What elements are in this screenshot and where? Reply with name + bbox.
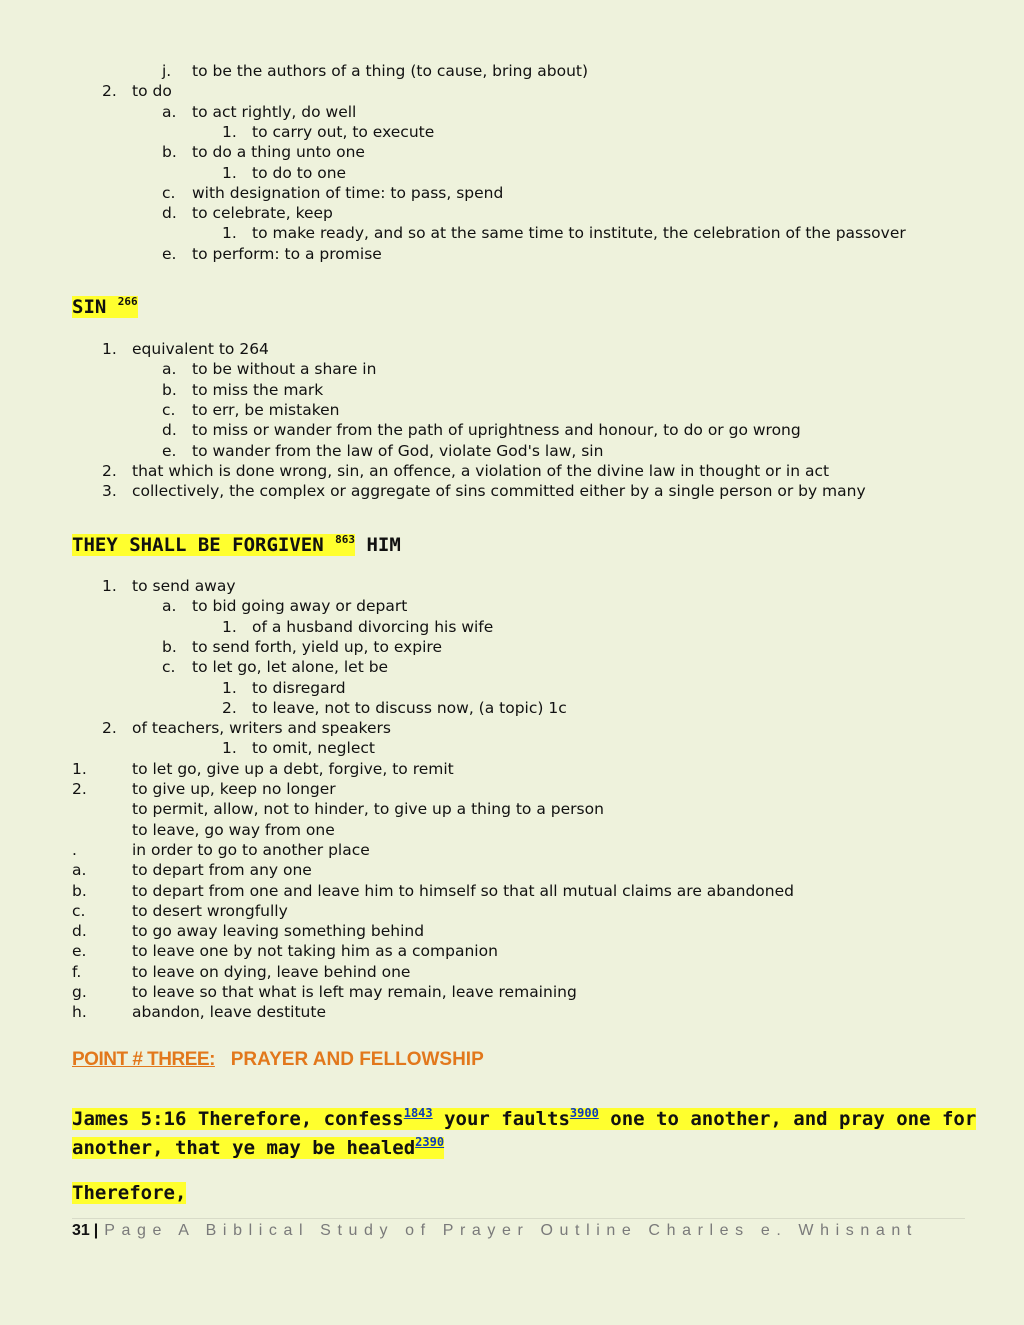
list-marker: c. xyxy=(162,400,176,419)
list-marker: 1. xyxy=(222,224,237,243)
list-marker: d. xyxy=(162,204,177,223)
list-item xyxy=(102,576,236,596)
list-item xyxy=(162,657,388,677)
forgiven-heading xyxy=(72,526,401,559)
list-item xyxy=(102,481,866,501)
list-item xyxy=(72,881,794,901)
verse-text: another, that ye may be healed xyxy=(72,1137,416,1159)
list-item xyxy=(162,244,382,264)
point-title: PRAYER AND FELLOWSHIP xyxy=(230,1049,484,1070)
list-marker: e. xyxy=(162,244,177,263)
list-item xyxy=(222,617,493,637)
list-item xyxy=(102,81,172,101)
list-item xyxy=(162,359,376,379)
list-marker: 2. xyxy=(102,719,117,738)
list-text: to give up, keep no longer xyxy=(132,780,336,798)
list-text: to be the authors of a thing (to cause, bring about) xyxy=(192,62,589,80)
list-marker: 1. xyxy=(222,617,237,636)
list-marker: b. xyxy=(162,380,177,399)
footer-divider xyxy=(72,1218,965,1219)
therefore-text: Therefore, xyxy=(72,1182,187,1204)
list-item xyxy=(72,860,312,880)
list-item xyxy=(102,339,269,359)
list-marker: 1. xyxy=(102,340,117,358)
list-marker: 2. xyxy=(222,698,237,717)
list-marker: 2. xyxy=(102,461,117,480)
list-marker: c. xyxy=(72,901,86,920)
list-marker: 1. xyxy=(222,739,237,758)
list-text: to let go, let alone, let be xyxy=(192,658,389,677)
list-item xyxy=(162,142,365,162)
list-item xyxy=(222,678,346,698)
list-marker: . xyxy=(72,840,77,859)
list-marker: d. xyxy=(162,421,177,440)
list-marker: j. xyxy=(162,62,172,80)
list-text: to permit, allow, not to hinder, to give up a thing to a person xyxy=(132,800,604,819)
list-item xyxy=(162,380,323,400)
list-text: equivalent to 264 xyxy=(132,340,269,358)
list-text: to go away leaving something behind xyxy=(132,922,425,941)
strongs-link[interactable]: 3900 xyxy=(569,1106,599,1120)
list-text: that which is done wrong, sin, an offence, a violation of the divine law in thought or in act xyxy=(132,461,830,480)
list-item xyxy=(72,840,370,860)
list-text: to make ready, and so at the same time to institute, the celebration of the passover xyxy=(252,224,906,243)
list-marker: 1. xyxy=(222,122,237,141)
list-item xyxy=(72,820,335,840)
footer-separator: | xyxy=(93,1222,99,1239)
list-marker: d. xyxy=(72,922,87,941)
list-item xyxy=(72,962,410,982)
point-label: POINT # THREE: xyxy=(72,1049,215,1070)
list-item xyxy=(72,779,336,799)
list-marker: c. xyxy=(162,658,176,677)
page-footer xyxy=(72,1222,918,1240)
list-text: of a husband divorcing his wife xyxy=(252,617,494,636)
list-item xyxy=(162,441,603,461)
list-marker: b. xyxy=(162,143,177,162)
list-text: to celebrate, keep xyxy=(192,204,333,223)
list-marker: a. xyxy=(72,861,87,880)
list-item xyxy=(72,799,604,819)
forgiven-title: THEY SHALL BE FORGIVEN xyxy=(72,534,324,556)
list-text: to depart from any one xyxy=(132,861,312,880)
list-marker: h. xyxy=(72,1003,87,1022)
therefore-heading xyxy=(72,1178,186,1208)
list-item xyxy=(162,183,503,203)
list-item xyxy=(162,61,588,81)
list-marker: c. xyxy=(162,183,176,202)
list-marker: 1. xyxy=(222,163,237,182)
list-text: to be without a share in xyxy=(192,360,377,379)
list-text: to miss the mark xyxy=(192,380,324,399)
list-text: to do a thing unto one xyxy=(192,143,365,162)
list-text: to leave one by not taking him as a companion xyxy=(132,942,498,961)
list-marker: 1. xyxy=(72,759,87,778)
list-marker: 3. xyxy=(102,482,117,501)
sin-heading xyxy=(72,288,138,321)
list-item xyxy=(222,223,906,243)
list-marker: f. xyxy=(72,962,82,981)
sin-title: SIN xyxy=(72,296,107,318)
list-item xyxy=(72,941,498,961)
verse-text: one to another, and pray one for xyxy=(598,1108,977,1130)
list-text: to let go, give up a debt, forgive, to remit xyxy=(132,759,454,778)
list-text: to disregard xyxy=(252,678,346,697)
list-text: to do xyxy=(132,82,172,101)
list-item xyxy=(72,759,454,779)
list-item xyxy=(222,122,434,142)
list-item xyxy=(72,982,577,1002)
list-text: to bid going away or depart xyxy=(192,597,408,616)
list-item xyxy=(222,738,375,758)
list-item xyxy=(162,637,442,657)
verse-text: your faults xyxy=(432,1108,570,1130)
list-marker: 1. xyxy=(102,577,117,595)
list-marker: b. xyxy=(72,881,87,900)
list-marker: a. xyxy=(162,102,177,121)
page-number: 31 xyxy=(72,1222,90,1239)
list-text: in order to go to another place xyxy=(132,840,370,859)
list-text: to leave so that what is left may remain, leave remaining xyxy=(132,983,577,1001)
list-marker: 2. xyxy=(72,780,87,798)
list-text: to leave, not to discuss now, (a topic) 1c xyxy=(252,698,567,717)
list-text: to carry out, to execute xyxy=(252,122,435,141)
verse-text: James 5:16 Therefore, confess xyxy=(72,1108,404,1130)
list-marker: a. xyxy=(162,597,177,616)
list-item xyxy=(162,420,801,440)
list-item xyxy=(162,102,356,122)
point-heading xyxy=(72,1049,484,1071)
verse-line-2 xyxy=(72,1127,444,1163)
list-text: to desert wrongfully xyxy=(132,901,288,920)
strongs-link[interactable]: 1843 xyxy=(403,1106,433,1120)
list-item xyxy=(72,901,288,921)
sin-strongs-number: 266 xyxy=(117,295,138,308)
list-text: to leave on dying, leave behind one xyxy=(132,962,411,981)
list-marker: b. xyxy=(162,637,177,656)
list-text: to depart from one and leave him to himself so that all mutual claims are abandoned xyxy=(132,881,794,900)
list-text: with designation of time: to pass, spend xyxy=(192,183,504,202)
list-item xyxy=(102,718,391,738)
list-item xyxy=(102,461,829,481)
list-text: to leave, go way from one xyxy=(132,820,335,839)
footer-text: Page A Biblical Study of Prayer Outline Charles e. Whisnant xyxy=(104,1222,918,1239)
list-text: to miss or wander from the path of uprightness and honour, to do or go wrong xyxy=(192,421,801,440)
list-item xyxy=(162,596,407,616)
list-text: to omit, neglect xyxy=(252,739,375,758)
list-text: collectively, the complex or aggregate of sins committed either by a single person or by many xyxy=(132,482,866,501)
list-text: to wander from the law of God, violate God's law, sin xyxy=(192,441,604,460)
list-text: to act rightly, do well xyxy=(192,102,357,121)
list-marker: 2. xyxy=(102,82,117,101)
list-text: to perform: to a promise xyxy=(192,244,382,263)
list-text: abandon, leave destitute xyxy=(132,1003,326,1022)
forgiven-strongs-number: 863 xyxy=(335,533,355,546)
list-text: to send forth, yield up, to expire xyxy=(192,637,442,656)
list-marker: 1. xyxy=(222,678,237,697)
forgiven-suffix: HIM xyxy=(366,534,401,556)
list-marker: g. xyxy=(72,983,87,1001)
list-marker: e. xyxy=(72,942,87,961)
strongs-link[interactable]: 2390 xyxy=(415,1135,445,1149)
list-marker: a. xyxy=(162,360,177,379)
list-marker: e. xyxy=(162,441,177,460)
list-text: to do to one xyxy=(252,163,347,182)
list-item xyxy=(72,921,424,941)
list-text: of teachers, writers and speakers xyxy=(132,719,391,738)
list-item xyxy=(222,698,567,718)
list-text: to err, be mistaken xyxy=(192,400,340,419)
list-item xyxy=(162,400,340,420)
list-item xyxy=(72,1002,326,1022)
list-item xyxy=(162,203,333,223)
list-text: to send away xyxy=(132,577,236,595)
list-item xyxy=(222,163,346,183)
